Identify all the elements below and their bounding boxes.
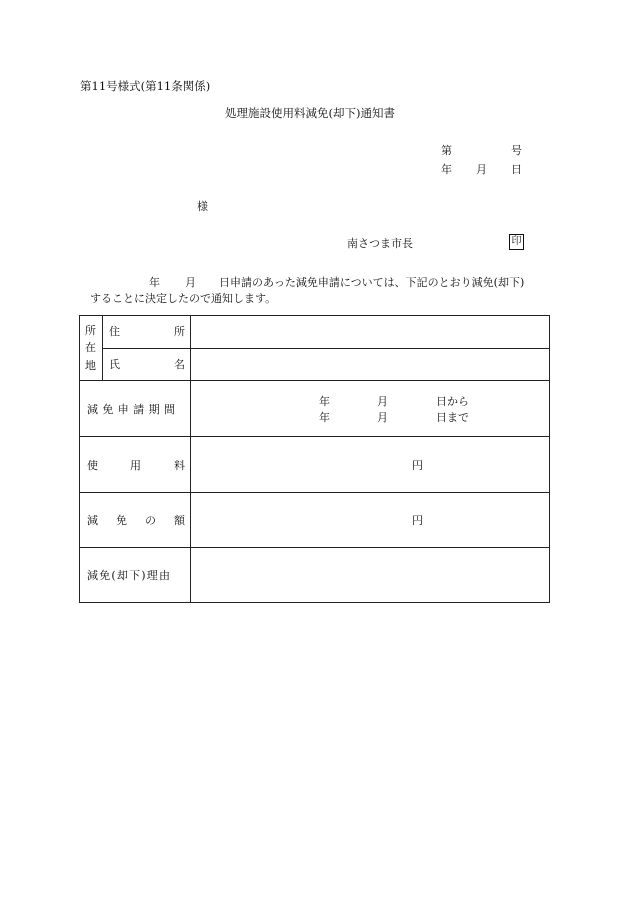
- period-from-year: 年: [319, 395, 330, 408]
- issue-date-year: 年: [441, 163, 452, 176]
- fee-label-char: 用: [130, 459, 141, 472]
- period-to-month: 月: [377, 411, 388, 424]
- period-to-day: 日まで: [436, 411, 469, 424]
- fee-label-char: 使: [87, 459, 98, 472]
- period-label: 減免申請期間: [87, 403, 180, 416]
- body-month: 月: [185, 276, 196, 289]
- reduction-label-char: 減: [87, 514, 98, 527]
- addressee-honorific: 様: [197, 200, 208, 213]
- form-number: 第11号様式(第11条関係): [80, 79, 211, 93]
- document-title: 処理施設使用料減免(却下)通知書: [225, 106, 395, 120]
- row-divider: [80, 547, 549, 548]
- reduction-label-char: 免: [116, 514, 127, 527]
- period-from-day: 日から: [436, 395, 469, 408]
- location-label-char: 在: [85, 341, 96, 354]
- issue-date-day: 日: [511, 163, 522, 176]
- row-divider: [80, 492, 549, 493]
- name-label-char: 名: [174, 358, 185, 371]
- seal-mark: 印: [509, 234, 524, 250]
- row-divider: [80, 380, 549, 381]
- reduction-label-char: 額: [174, 514, 185, 527]
- details-table: [79, 315, 550, 603]
- location-label-char: 所: [85, 324, 96, 337]
- document-number-prefix: 第: [441, 144, 452, 157]
- row-divider: [102, 348, 549, 349]
- reduction-label-char: の: [145, 514, 156, 527]
- sender-name: 南さつま市長: [347, 237, 413, 250]
- issue-date-month: 月: [476, 163, 487, 176]
- label-column-divider: [190, 316, 191, 602]
- period-to-year: 年: [319, 411, 330, 424]
- row-divider: [80, 436, 549, 437]
- name-label-char: 氏: [109, 358, 120, 371]
- reduction-unit: 円: [412, 514, 423, 527]
- fee-label-char: 料: [174, 459, 185, 472]
- document-number-suffix: 号: [511, 144, 522, 157]
- address-label-char: 住: [109, 325, 120, 338]
- address-label-char: 所: [174, 325, 185, 338]
- fee-unit: 円: [412, 459, 423, 472]
- body-text-line-2: することに決定したので通知します。: [90, 292, 277, 305]
- body-text-line-1: [79, 276, 549, 289]
- body-line-1-rest: 日申請のあった減免申請については、下記のとおり減免(却下): [219, 276, 525, 289]
- location-label-char: 地: [85, 359, 96, 372]
- body-year: 年: [149, 276, 160, 289]
- reason-label: 減免(却下)理由: [87, 569, 172, 582]
- period-from-month: 月: [377, 395, 388, 408]
